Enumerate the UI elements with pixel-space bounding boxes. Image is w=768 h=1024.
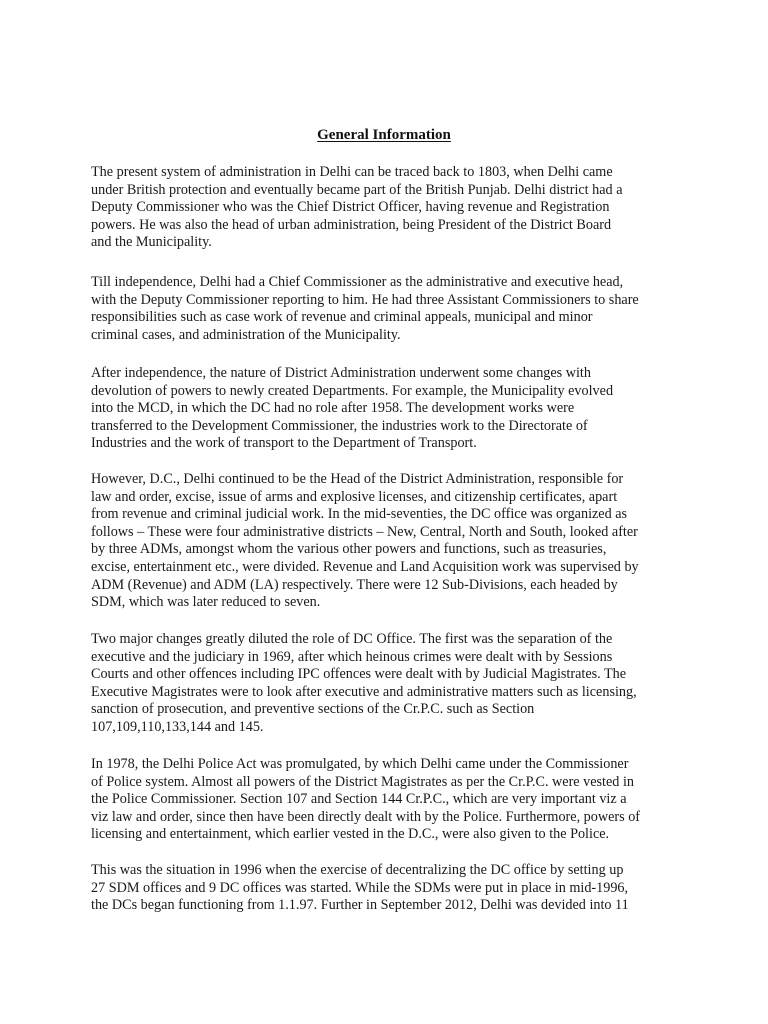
text-line: law and order, excise, issue of arms and explosive licenses, and citizenship certificates, apart xyxy=(91,488,618,505)
paragraph-origins xyxy=(91,164,691,252)
text-line: Deputy Commissioner who was the Chief District Officer, having revenue and Registration xyxy=(91,199,610,216)
text-line: of Police system. Almost all powers of the District Magistrates as per the Cr.P.C. were vested in xyxy=(91,773,634,790)
text-line: by three ADMs, amongst whom the various other powers and functions, such as treasuries, xyxy=(91,541,607,558)
text-line: licensing and entertainment, which earlier vested in the D.C., were also given to the Police. xyxy=(91,826,610,843)
text-line: Till independence, Delhi had a Chief Commissioner as the administrative and executive head, xyxy=(91,274,624,290)
text-line: The present system of administration in Delhi can be traced back to 1803, when Delhi came xyxy=(91,164,613,180)
text-line: Industries and the work of transport to the Department of Transport. xyxy=(91,435,477,452)
text-line: ADM (Revenue) and ADM (LA) respectively. There were 12 Sub-Divisions, each headed by xyxy=(91,576,618,593)
text-line: 27 SDM offices and 9 DC offices was started. While the SDMs were put in place in mid-1996, xyxy=(91,879,629,896)
text-line: under British protection and eventually became part of the British Punjab. Delhi district had a xyxy=(91,181,623,198)
text-line: 107,109,110,133,144 and 145. xyxy=(91,718,264,735)
text-line: from revenue and criminal judicial work. In the mid-seventies, the DC office was organized as xyxy=(91,506,628,523)
text-line: excise, entertainment etc., were divided. Revenue and Land Acquisition work was supervised by xyxy=(91,558,639,575)
text-line: Courts and other offences including IPC offences were dealt with by Judicial Magistrates. The xyxy=(91,666,627,683)
text-line: However, D.C., Delhi continued to be the Head of the District Administration, responsible for xyxy=(91,471,624,487)
paragraph-police-act xyxy=(91,756,691,844)
paragraph-pre-independence xyxy=(91,274,691,344)
text-line: After independence, the nature of District Administration underwent some changes with xyxy=(91,365,591,381)
text-line: transferred to the Development Commissioner, the industries work to the Directorate of xyxy=(91,417,588,434)
text-line: sanction of prosecution, and preventive sections of the Cr.P.C. such as Section xyxy=(91,701,535,718)
text-line: devolution of powers to newly created Departments. For example, the Municipality evolved xyxy=(91,382,614,399)
text-line: This was the situation in 1996 when the exercise of decentralizing the DC office by setting up xyxy=(91,862,624,878)
paragraph-major-changes xyxy=(91,631,691,737)
page-title: General Information xyxy=(317,127,451,143)
text-line: SDM, which was later reduced to seven. xyxy=(91,594,321,611)
text-line: with the Deputy Commissioner reporting to him. He had three Assistant Commissioners to share xyxy=(91,291,639,308)
paragraph-dc-responsibilities xyxy=(91,471,691,612)
text-line: and the Municipality. xyxy=(91,234,212,251)
text-line: Executive Magistrates were to look after executive and administrative matters such as licensing, xyxy=(91,683,637,700)
text-line: criminal cases, and administration of the Municipality. xyxy=(91,326,401,343)
text-line: In 1978, the Delhi Police Act was promulgated, by which Delhi came under the Commissioner xyxy=(91,756,629,772)
paragraph-post-independence xyxy=(91,365,691,453)
text-line: executive and the judiciary in 1969, after which heinous crimes were dealt with by Sessions xyxy=(91,648,613,665)
text-line: the Police Commissioner. Section 107 and Section 144 Cr.P.C., which are very important viz a xyxy=(91,791,627,808)
text-line: Two major changes greatly diluted the role of DC Office. The first was the separation of the xyxy=(91,631,613,647)
text-line: into the MCD, in which the DC had no role after 1958. The development works were xyxy=(91,400,575,417)
text-line: follows – These were four administrative districts – New, Central, North and South, looked after xyxy=(91,523,638,540)
text-line: viz law and order, since then have been directly dealt with by the Police. Furthermore, powers of xyxy=(91,808,641,825)
text-line: powers. He was also the head of urban administration, being President of the District Board xyxy=(91,216,612,233)
text-line: the DCs began functioning from 1.1.97. Further in September 2012, Delhi was devided into 11 xyxy=(91,897,629,914)
text-line: responsibilities such as case work of revenue and criminal appeals, municipal and minor xyxy=(91,309,593,326)
paragraph-decentralization xyxy=(91,862,691,915)
